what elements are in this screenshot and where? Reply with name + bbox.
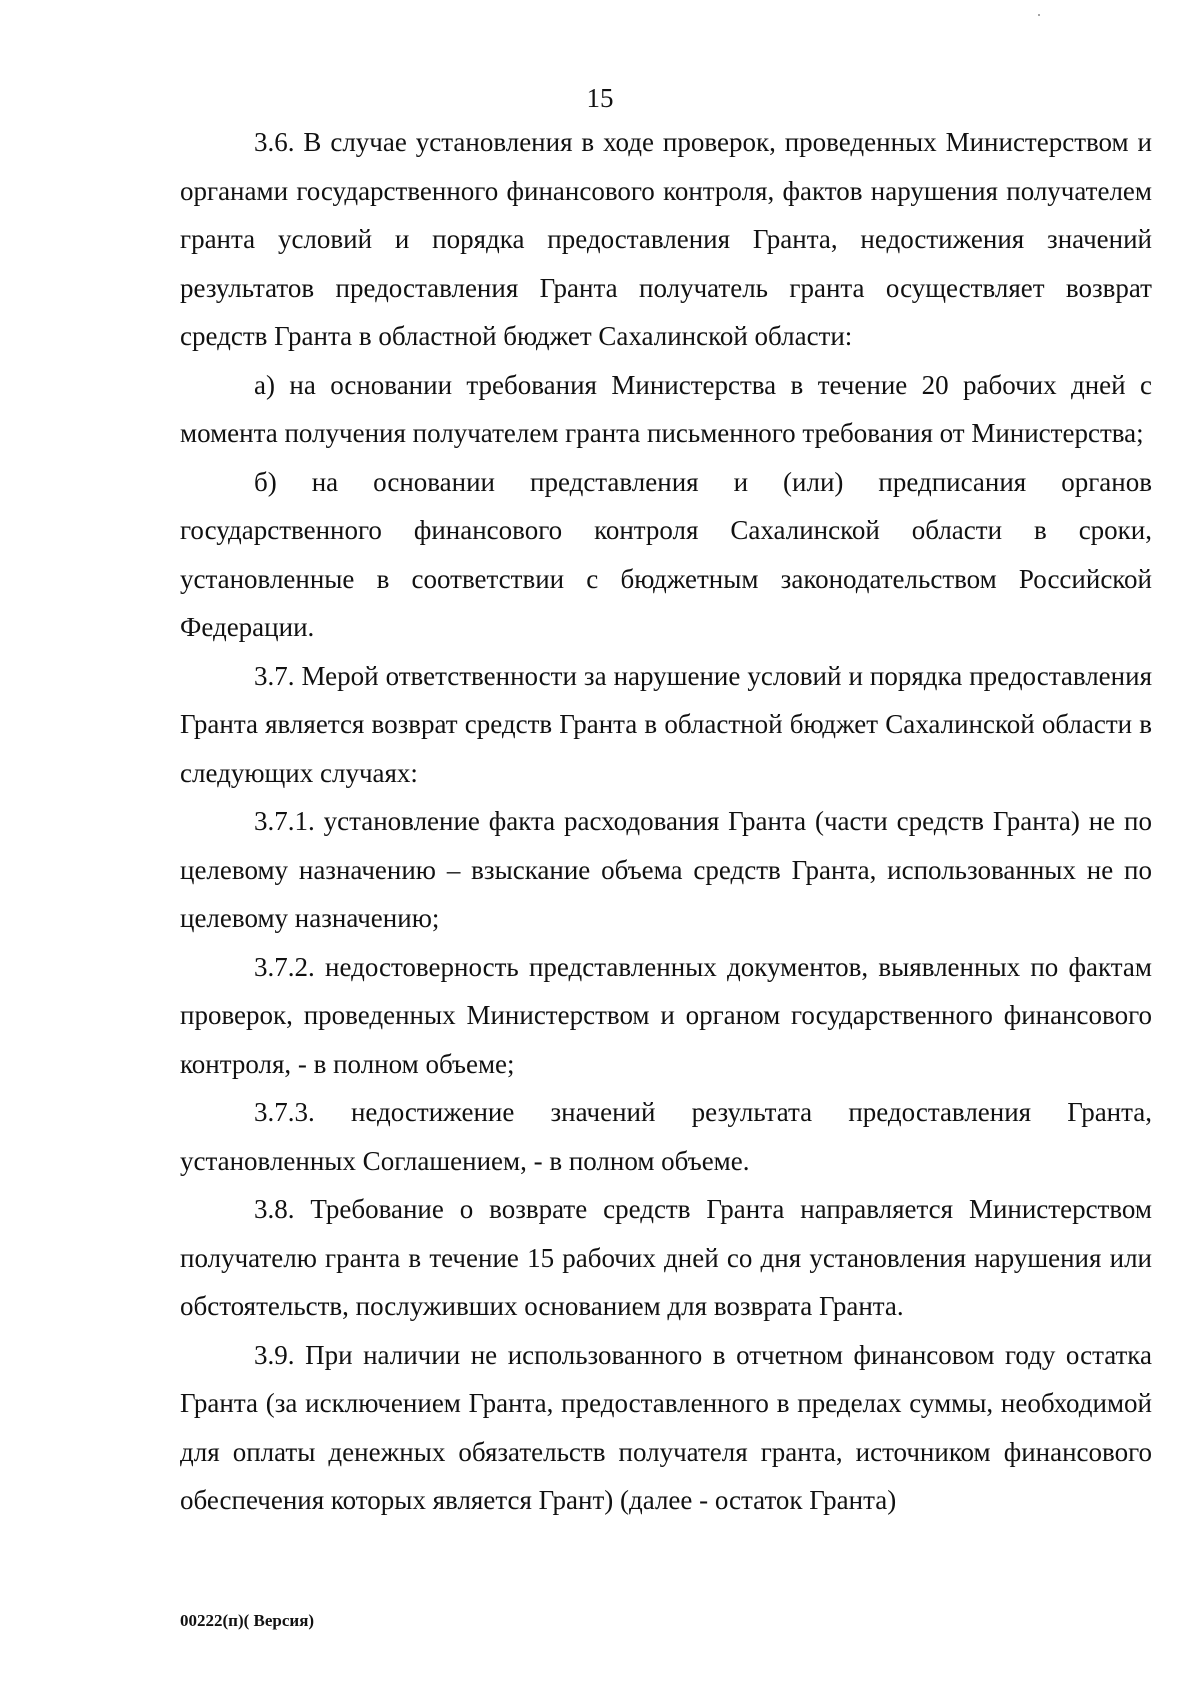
paragraph-3-8: 3.8. Требование о возврате средств Гранта направляется Министерством получателю гранта в течение 15 рабочих дней со дня установления нарушения или обстоятельств, послуживших основанием для возврата Гранта.	[180, 1194, 1152, 1321]
scan-speck	[1038, 14, 1040, 16]
paragraph-3-7-2: 3.7.2. недостоверность представленных документов, выявленных по фактам проверок, проведенных Министерством и органом государственного финансового контроля, - в полном объеме;	[180, 951, 1152, 1079]
paragraph-3-6: 3.6. В случае установления в ходе проверок, проведенных Министерством и органами государственного финансового контроля, фактов нарушения получателем гранта условий и порядка предоставления Гранта, недостижения значений результатов предоставления Гранта получатель гранта осуществляет возврат средств Гранта в областной бюджет Сахалинской области:	[180, 127, 1152, 351]
page-number: 15	[586, 83, 614, 113]
footer-document-code: 00222(п)( Версия)	[180, 1611, 315, 1630]
paragraph-3-7-1: 3.7.1. установление факта расходования Гранта (части средств Гранта) не по целевому назначению – взыскание объема средств Гранта, использованных не по целевому назначению;	[180, 806, 1152, 933]
paragraph-3-9: 3.9. При наличии не использованного в отчетном финансовом году остатка Гранта (за исключением Гранта, предоставленного в пределах суммы, необходимой для оплаты денежных обязательств получателя гранта, источником финансового обеспечения которых является Грант) (далее - остаток Гранта)	[180, 1339, 1152, 1515]
paragraph-3-7-3: 3.7.3. недостижение значений результата предоставления Гранта, установленных Соглашением, - в полном объеме.	[180, 1097, 1152, 1176]
document-body	[180, 118, 1152, 1525]
paragraph-3-6-b: б) на основании представления и (или) предписания органов государственного финансового контроля Сахалинской области в сроки, установленные в соответствии с бюджетным законодательством Российской Федерации.	[180, 466, 1152, 642]
paragraph-3-7: 3.7. Мерой ответственности за нарушение условий и порядка предоставления Гранта является возврат средств Гранта в областной бюджет Сахалинской области в следующих случаях:	[180, 660, 1152, 788]
paragraph-3-6-a: а) на основании требования Министерства в течение 20 рабочих дней с момента получения получателем гранта письменного требования от Министерства;	[180, 369, 1152, 448]
